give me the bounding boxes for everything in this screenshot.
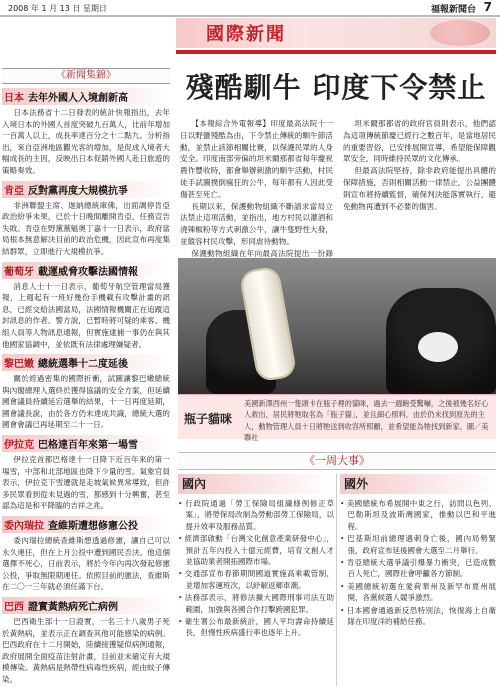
page-number: 7	[483, 0, 492, 14]
cat-face	[418, 332, 458, 362]
brief-headline[interactable]	[2, 354, 170, 371]
article-paragraph: 坦米爾那都省的政府官員則表示，他們認為這項傳統節慶已經行之數百年，是當地居民的重要習俗，已安排展開宣導，希望能保障觀眾安全，同時維持民眾的文化傳承。	[343, 119, 496, 164]
photo-caption-text: 美國新澤西州一隻頭卡在瓶子裡的貓咪，過去一週飽受驚嚇，之後被幾名好心人救出，居民將牠取名為「瓶子貓」，並且細心照料，由於仍未找到原先的主人，動物管理人員十日將牠送到收容所照顧，並希望能為牠找到新家。圖／美聯社	[244, 399, 489, 443]
week-item	[340, 581, 496, 604]
top-rule	[0, 15, 500, 17]
article-column-right	[343, 118, 496, 248]
globe-icon	[430, 20, 490, 46]
brief-title: 查維斯遭想修憲公投	[48, 521, 138, 533]
week-item	[178, 568, 334, 591]
brief-headline[interactable]	[2, 262, 170, 279]
brief-item	[2, 181, 170, 258]
brief-title: 去年外國人入境創新高	[28, 93, 128, 104]
article-paragraph: 【本報綜合外電報導】印度最高法院十一日以野蠻殘酷為由，下令禁止傳統的馴牛節活動，並禁止該節相關比賽，以保護民眾的人身安全。印度南部旁偏的坦米爾那都省每年慶祝農作豐收時，都會舉辦刺激的馴牛活動，村民徒手試圖撲倒瘋狂的公牛，每年都有人因此受傷甚至死亡。	[180, 119, 333, 199]
brief-country: 日本	[4, 93, 24, 104]
week-domestic-head: 國內	[178, 474, 334, 494]
brief-country: 伊拉克	[4, 440, 34, 452]
brief-item	[2, 597, 170, 686]
week-domestic	[178, 474, 334, 640]
brief-headline[interactable]	[2, 88, 170, 105]
brief-body: 委內瑞拉總統查維斯想透過修憲，讓自己可以永久連任，但在上月公投中遭到國民否決。他這個選擇不死心，日前表示，將於今年內再次發起修憲公投，爭取無限期連任。依照目前的憲法，查維斯在二〇一三年就必須任滿下台。	[2, 536, 170, 592]
publication-name: 福報新聞台	[430, 5, 476, 15]
section-title: 國際新聞	[206, 24, 286, 45]
week-item	[178, 616, 334, 639]
brief-body: 伊拉克首都巴格達十一日降下近百年來的第一場雪，中部和北部地區也降下少量的雪。氣象官員表示，伊拉克下雪遷就是走坡氣候異常導致，但許多民眾看到從未見過的雪，都感到十分興奮，甚至認為這是和平降臨的吉祥之兆。	[2, 455, 170, 511]
week-item	[340, 605, 496, 628]
brief-headline[interactable]	[2, 516, 170, 533]
week-international	[340, 474, 496, 628]
week-item	[340, 498, 496, 532]
bullet-icon: •	[340, 558, 345, 568]
banner-strip	[176, 50, 496, 54]
brief-body: 日本法務省十二日發表的統計快報指出，去年入境日本的外國人首度突破九百萬人，比前年增加一百萬人以上，成長率達百分之十二點九。分析指出，來自亞洲地區觀光客的增加，是促成入境者大幅成長的主因，反映出日本促銷外國人赴日旅遊的策略奏效。	[2, 108, 170, 175]
brief-item	[2, 516, 170, 593]
photo-caption	[178, 394, 496, 443]
brief-item	[2, 262, 170, 351]
brief-country: 黎巴嫩	[4, 359, 34, 371]
brief-headline[interactable]	[2, 597, 170, 614]
brief-item	[2, 354, 170, 431]
week-item-text: 肯亞總統大選爭議引爆暴力衝突，已造成數百人死亡，國際社會呼籲各方節制。	[346, 558, 496, 579]
bullet-icon: •	[340, 499, 345, 508]
week-international-head: 國外	[340, 474, 496, 494]
week-item-text: 日本國會通過新反恐特別法，恢復海上自衛隊在印度洋的補給任務。	[346, 605, 496, 627]
week-item-text: 交通部宣布春節期間國道實施高乘載管制，並增加客運班次，以紓解返鄉車潮。	[184, 569, 334, 590]
week-domestic-list	[178, 498, 334, 639]
week-section-title: 《一周大事》	[178, 452, 496, 470]
bullet-icon: •	[178, 593, 183, 603]
article-body	[180, 118, 496, 258]
brief-body: 巴西衛生部十一日證實，一名三十八歲男子死於黃熱病，並表示正在調查其他可能感染的病例。巴西政府在十二月開始，陸續接獲疑似病例通報，政府展開全面疫苗注射計畫，目前並未確定有大規模傳染。黃熱病是熱帶性病毒性疾病，經由蚊子傳染。	[2, 617, 170, 684]
week-item-text: 行政院通過「勞工保險局組織條例修正草案」，將勞保局改制為勞動部勞工保險局，以提升效率及服務品質。	[184, 499, 334, 531]
brief-item	[2, 88, 170, 177]
week-item	[340, 557, 496, 580]
week-item-text: 經濟部啟動「台灣文化創意產業研發中心」，預計五年內投入十億元經費，培育文創人才並協助業者開拓國際市場。	[184, 534, 334, 567]
week-item-text: 巴基斯坦前總理遇刺身亡後，國內局勢緊張，政府宣布延後國會大選至二月舉行。	[346, 534, 496, 555]
brief-title: 證實黃熱病死亡病例	[28, 602, 118, 613]
brief-title: 巴格達百年來第一場雪	[38, 440, 138, 452]
date-line: 2008 年 1 月 13 日 星期日	[8, 4, 107, 13]
week-item-text: 美國總統初選在愛荷華州及新罕布夏州展開，各黨候選人競爭激烈。	[346, 581, 496, 603]
brief-body: 消息人士十一日表示，葡萄牙航空管理當局獲報，上週起有一班好幾份手機載有攻擊計畫的訊息，已經交給法國當局，法國情報機關正在追蹤這封訊息的作者。警方說，已暫時將可疑的乘客、機組人員等人物訊息通報，但實施逮捕一事仍在與其他國家協調中，並依既有法律處理嫌疑者。	[2, 281, 170, 349]
bullet-icon: •	[178, 499, 183, 508]
week-item-text: 法務部表示，將修法擴大國際刑事司法互助範圍，加強與各國合作打擊跨國犯罪。	[184, 593, 334, 614]
week-item	[340, 533, 496, 556]
main-headline[interactable]: 殘酷馴牛 印度下令禁止	[185, 71, 487, 104]
brief-country: 肯亞	[4, 185, 24, 197]
article-column-left	[180, 118, 333, 258]
brief-title: 反對黨再度大規模抗爭	[28, 185, 128, 197]
bullet-icon: •	[178, 617, 183, 627]
brief-title: 載運威脅攻擊法國情報	[38, 266, 138, 278]
cat-photo[interactable]	[178, 258, 496, 394]
article-paragraph: 但最高法院堅持，除非政府能提出具體的保障措施，否則相關活動一律禁止，公益團體則宣布將持續監督，確保判決能落實執行，避免動物再遭到不必要的傷害。	[343, 166, 496, 211]
bullet-icon: •	[178, 569, 183, 579]
news-roundup	[2, 68, 170, 686]
brief-item	[2, 435, 170, 512]
cat-portrait	[386, 288, 496, 394]
photo-caption-title: 瓶子貓咪	[184, 412, 233, 426]
week-item-text: 美國總統布希展開中東之行，訪問以色列、巴勒斯坦及波斯灣國家，推動以巴和平進程。	[346, 499, 496, 531]
bullet-icon: •	[340, 534, 345, 544]
bullet-icon: •	[340, 581, 345, 591]
brief-country: 巴西	[4, 602, 24, 613]
week-item	[178, 533, 334, 567]
article-paragraph: 長期以來，保護動物組織不斷請求當局立法禁止這項活動，並指出，地方村民以灌酒和澆辣椒粉等方式刺激公牛，讓牛隻野性大發，並縱容村民攻擊，形同虐待動物。	[180, 201, 333, 246]
brief-body: 非洲聯盟主席、迦納總統庫佛，出面調停肯亞政治紛爭未果，已於十日晚間離開肯亞，任務宣告失敗。肯亞在野黨黨魁奧丁嘉十一日表示，政府當局根本無意解決目前的政治危機，因此宣布再度集結群眾，立即進行大規模抗爭。	[2, 200, 170, 256]
week-item	[178, 498, 334, 532]
brief-title: 總統選舉十二度延後	[38, 359, 128, 371]
article-paragraph: 保護動物組織在年向最高法院提出一份錄	[191, 248, 333, 258]
brief-country: 委內瑞拉	[4, 521, 44, 533]
week-international-list	[340, 498, 496, 627]
week-divider	[336, 474, 337, 686]
bullet-icon: •	[178, 534, 183, 544]
brief-headline[interactable]	[2, 435, 170, 452]
bullet-icon: •	[340, 605, 345, 615]
week-item-text: 衛生署公布最新統計，國人平均壽命持續延長，但慢性疾病盛行率也逐年上升。	[184, 617, 334, 638]
brief-country: 葡萄牙	[4, 266, 34, 278]
brief-headline[interactable]	[2, 181, 170, 198]
news-roundup-title: 《新聞集錦》	[2, 68, 170, 84]
brief-body: 關於經過密集的國際折衝，試圖讓黎巴嫩總統與內閣總理人選終於獲得協議的安全方案，但延續國會議員持續延宕選舉的結果，十一日再度延期，國會議長說，由於各方仍未達成共識，總統大選的國會會議已再延期至二十一日。	[2, 374, 170, 430]
week-item	[178, 592, 334, 615]
